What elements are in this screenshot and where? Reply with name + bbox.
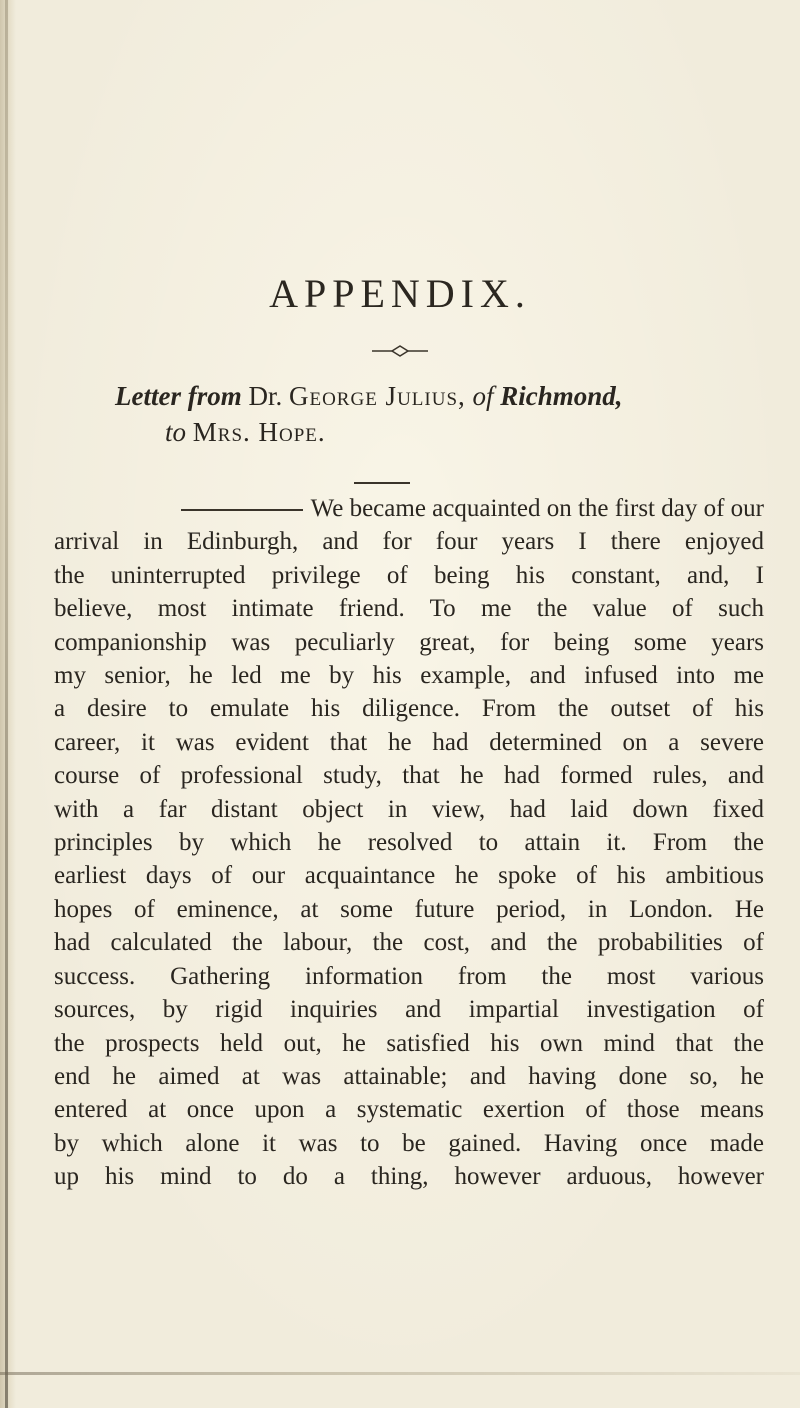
heading-recipient: Mrs. Hope. xyxy=(192,417,326,447)
body-line: course of professional study, that he had formed rules, and xyxy=(54,762,764,790)
body-line: hopes of eminence, at some future period, in London. He xyxy=(54,895,764,923)
body-line: career, it was evident that he had determined on a severe xyxy=(54,728,764,756)
body-line: sources, by rigid inquiries and impartial investigation of xyxy=(54,996,764,1024)
body-line: end he aimed at was attainable; and having done so, he xyxy=(54,1062,764,1090)
opening-dash xyxy=(181,509,303,511)
body-line: success. Gathering information from the most various xyxy=(54,962,764,990)
binding-gutter xyxy=(0,0,16,1408)
heading-letter-from: Letter from xyxy=(115,381,242,411)
body-line: had calculated the labour, the cost, and the probabilities of xyxy=(54,929,764,957)
letter-body xyxy=(54,492,764,1194)
letter-heading-line-1 xyxy=(115,378,755,414)
heading-dr: Dr. xyxy=(248,381,283,411)
page-bottom-edge xyxy=(0,1372,800,1375)
letter-heading xyxy=(115,378,755,450)
body-line: a desire to emulate his diligence. From the outset of his xyxy=(54,695,764,723)
body-line: with a far distant object in view, had laid down fixed xyxy=(54,795,764,823)
heading-to: to xyxy=(165,417,187,447)
body-line: my senior, he led me by his example, and infused into me xyxy=(54,662,764,690)
heading-of: of xyxy=(472,381,494,411)
body-line: companionship was peculiarly great, for being some years xyxy=(54,628,764,656)
body-line: believe, most intimate friend. To me the value of such xyxy=(54,595,764,623)
body-line: up his mind to do a thing, however arduous, however xyxy=(54,1163,764,1191)
page-title: APPENDIX. xyxy=(269,271,531,316)
body-line: entered at once upon a systematic exertion of those means xyxy=(54,1096,764,1124)
binding-edge xyxy=(5,0,8,1408)
letter-heading-line-2 xyxy=(115,414,755,450)
body-line: the uninterrupted privilege of being his constant, and, I xyxy=(54,561,764,589)
body-line: earliest days of our acquaintance he spoke of his ambitious xyxy=(54,862,764,890)
body-line: principles by which he resolved to attain it. From the xyxy=(54,829,764,857)
heading-place: Richmond, xyxy=(500,381,623,411)
body-line: We became acquainted on the first day of our xyxy=(54,492,764,525)
heading-author-name: George Julius, xyxy=(288,381,466,411)
body-line: by which alone it was to be gained. Having once made xyxy=(54,1129,764,1157)
body-line: arrival in Edinburgh, and for four years I there enjoyed xyxy=(54,528,764,556)
heading-rule xyxy=(354,482,410,484)
divider-ornament-icon xyxy=(372,345,428,357)
body-line: the prospects held out, he satisfied his own mind that the xyxy=(54,1029,764,1057)
